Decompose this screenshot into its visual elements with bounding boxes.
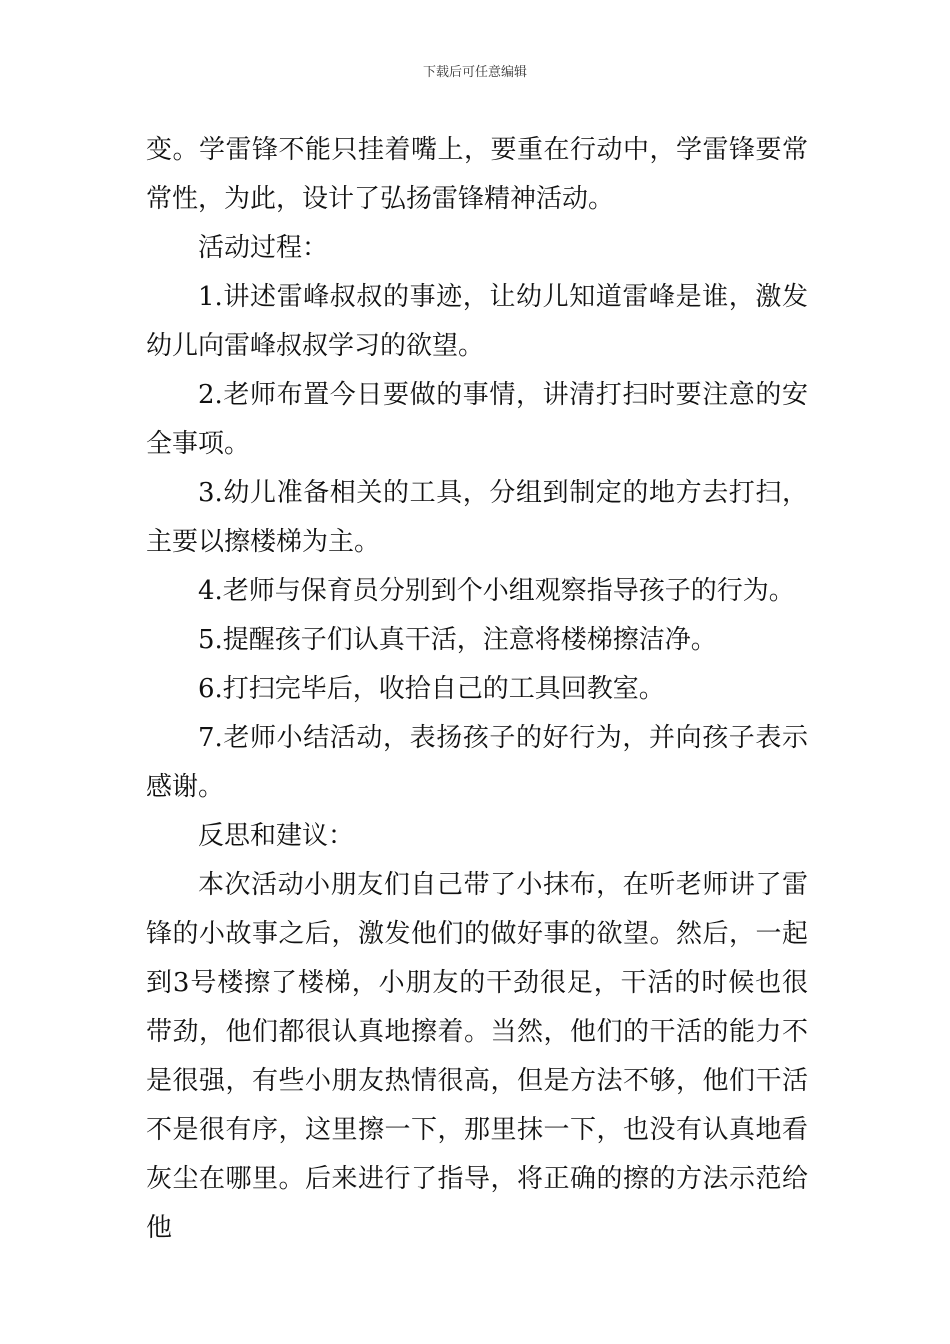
list-item-6: 6.打扫完毕后，收拾自己的工具回教室。 — [198, 674, 665, 704]
list-item-3: 3.幼儿准备相关的工具，分组到制定的地方去打扫，主要以擦楼梯为主。 — [146, 478, 808, 557]
list-item-1: 1.讲述雷峰叔叔的事迹，让幼儿知道雷峰是谁，激发幼儿向雷峰叔叔学习的欲望。 — [146, 282, 808, 361]
section-heading-reflection: 反思和建议： — [198, 821, 355, 851]
list-item-5: 5.提醒孩子们认真干活，注意将楼梯擦洁净。 — [198, 625, 717, 655]
section-heading-activity-process: 活动过程： — [198, 233, 329, 263]
list-item-7: 7.老师小结活动，表扬孩子的好行为，并向孩子表示感谢。 — [146, 723, 808, 802]
reflection-paragraph: 本次活动小朋友们自己带了小抹布，在听老师讲了雷锋的小故事之后，激发他们的做好事的欲望。然后，一起到3号楼擦了楼梯，小朋友的干劲很足，干活的时候也很带劲，他们都很认真地擦着。当然，他们的干活的能力不是很强，有些小朋友热情很高，但是方法不够，他们干活不是很有序，这里擦一下，那里抹一下，也没有认真地看灰尘在哪里。后来进行了指导，将正确的擦的方法示范给他 — [146, 870, 808, 1243]
list-item-4: 4.老师与保育员分别到个小组观察指导孩子的行为。 — [198, 576, 795, 606]
list-item-2: 2.老师布置今日要做的事情，讲清打扫时要注意的安全事项。 — [146, 380, 808, 459]
document-body — [146, 126, 808, 1253]
paragraph-continuation: 变。学雷锋不能只挂着嘴上，要重在行动中，学雷锋要常常性，为此，设计了弘扬雷锋精神活动。 — [146, 135, 808, 214]
page-header: 下载后可任意编辑 — [422, 65, 527, 80]
